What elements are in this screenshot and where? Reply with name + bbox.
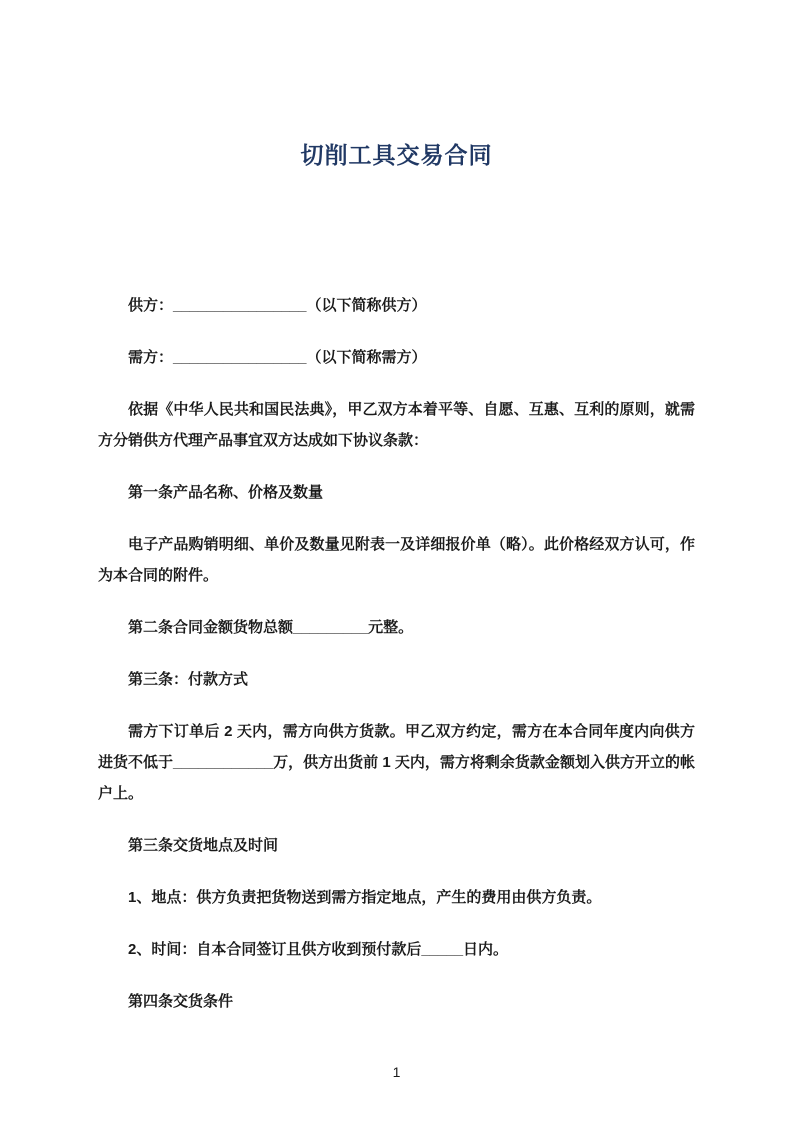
clause-3-delivery-heading: 第三条交货地点及时间 <box>128 837 279 854</box>
paragraph-buyer-line: 需方：________________（以下简称需方） <box>128 349 427 366</box>
clause-4-heading: 第四条交货条件 <box>128 993 234 1010</box>
clause-3-payment-body: 需方下订单后 2 天内，需方向供方货款。甲乙双方约定，需方在本合同年度内向供方进货不低于____________万，供方出货前 1 天内，需方将剩余货款金额划入供方开立的帐户上。 <box>98 723 695 802</box>
clause-3-payment-heading: 第三条：付款方式 <box>128 671 249 688</box>
paragraph-supplier-line: 供方：________________（以下简称供方） <box>128 297 427 314</box>
delivery-place-item: 1、地点：供方负责把货物送到需方指定地点，产生的费用由供方负责。 <box>128 889 602 906</box>
clause-1-body: 电子产品购销明细、单价及数量见附表一及详细报价单（略）。此价格经双方认可，作为本合同的附件。 <box>98 536 695 584</box>
clause-1-heading: 第一条产品名称、价格及数量 <box>128 484 324 501</box>
delivery-time-item: 2、时间：自本合同签订且供方收到预付款后_____日内。 <box>128 941 509 958</box>
clause-2-amount: 第二条合同金额货物总额_________元整。 <box>128 619 414 636</box>
document-title: 切削工具交易合同 <box>300 142 493 168</box>
page-number: 1 <box>392 1064 401 1080</box>
paragraph-preamble: 依据《中华人民共和国民法典》，甲乙双方本着平等、自愿、互惠、互利的原则，就需方分销供方代理产品事宜双方达成如下协议条款： <box>98 401 695 449</box>
